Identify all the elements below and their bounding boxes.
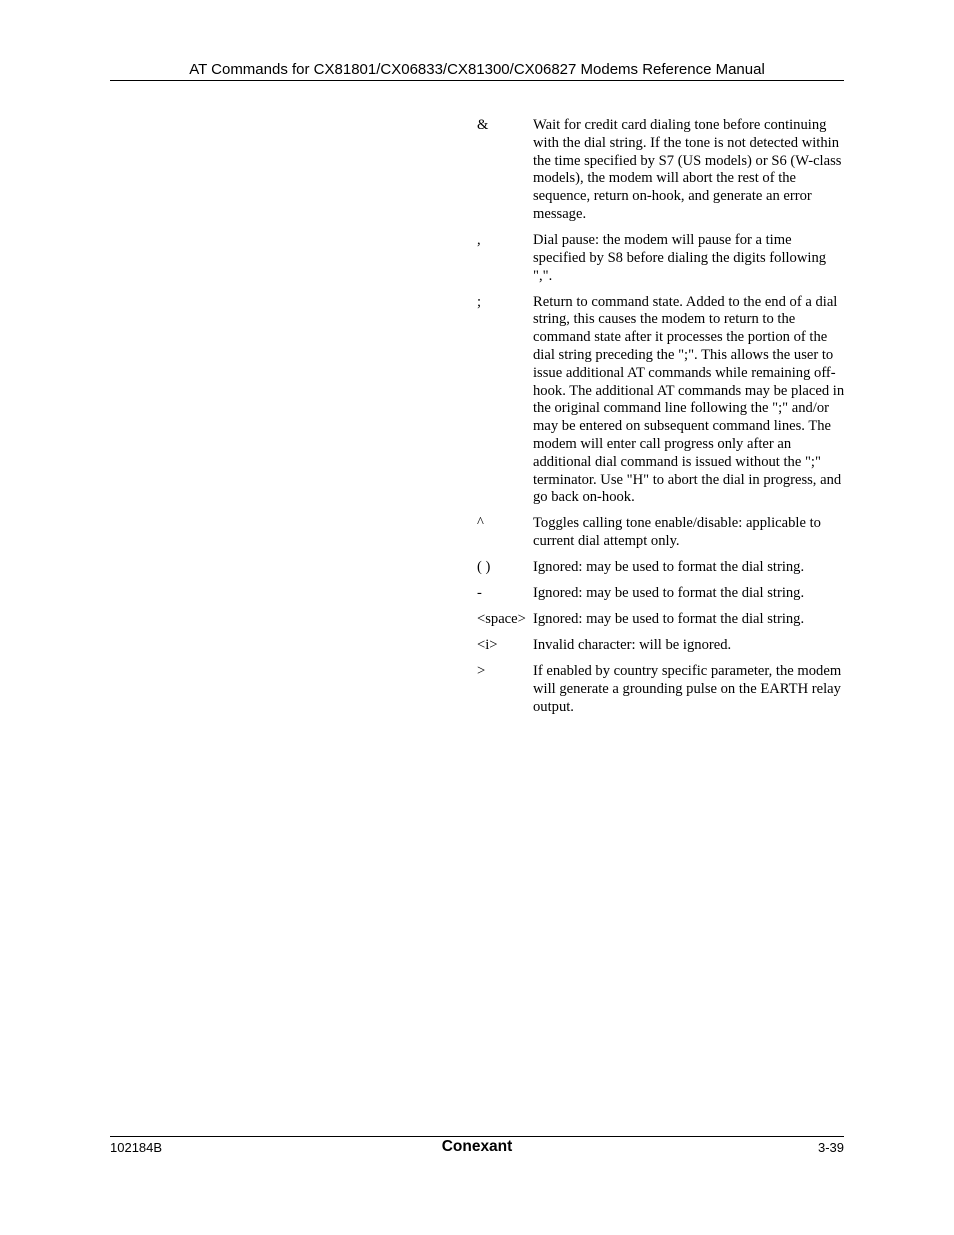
entry-description: Ignored: may be used to format the dial string. [533,559,805,576]
entry-description: Ignored: may be used to format the dial string. [533,585,805,602]
dial-modifier-entry [477,515,847,551]
page-header-title: AT Commands for CX81801/CX06833/CX81300/CX06827 Modems Reference Manual [189,61,765,78]
entry-symbol: , [477,231,481,248]
entry-symbol: ^ [477,515,484,532]
entry-description: Invalid character: will be ignored. [533,637,732,654]
page-number: 3-39 [817,1140,844,1155]
entry-symbol: ; [477,293,482,310]
entry-description: Ignored: may be used to format the dial string. [533,611,805,628]
dial-modifier-entry [477,294,847,508]
entry-symbol: > [477,663,486,680]
entry-description: Return to command state. Added to the end of a dial string, this causes the modem to return to the command state after it processes the portion of the dial string preceding the ";". This allows the user to issue additional AT commands while remaining off-hook. The additional AT commands may be placed in the original command line following the ";" and/or may be entered on subsequent command lines. The modem will enter call progress only after an additional dial command is issued without the ";" terminator. Use "H" to abort the dial in progress, and go back on-hook. [533,293,845,506]
entry-symbol: ( ) [477,559,491,576]
dial-modifier-entry [477,559,847,577]
dial-modifier-entry [477,611,847,629]
entry-description: Toggles calling tone enable/disable: applicable to current dial attempt only. [533,515,821,550]
dial-modifier-entry [477,663,847,716]
dial-modifier-entry [477,585,847,603]
dial-modifier-entry [477,232,847,285]
entry-symbol: & [477,117,489,133]
entry-symbol: <space> [477,611,526,628]
entry-description: If enabled by country specific parameter, the modem will generate a grounding pulse on the EARTH relay output. [533,663,842,715]
dial-modifier-entry [477,637,847,655]
entry-description: Wait for credit card dialing tone before continuing with the dial string. If the tone is not detected within the time specified by S7 (US models) or S6 (W-class models), the modem will abort the rest of the sequence, return on-hook, and generate an error message. [533,117,842,222]
dial-modifier-entry [477,117,847,224]
header-divider [110,80,844,81]
entry-description: Dial pause: the modem will pause for a time specified by S8 before dialing the digits following ",". [533,231,827,284]
company-name: Conexant [441,1138,513,1155]
entry-symbol: <i> [477,637,498,654]
dial-modifier-list [477,117,847,725]
entry-symbol: - [477,585,482,602]
document-number: 102184B [110,1140,163,1155]
